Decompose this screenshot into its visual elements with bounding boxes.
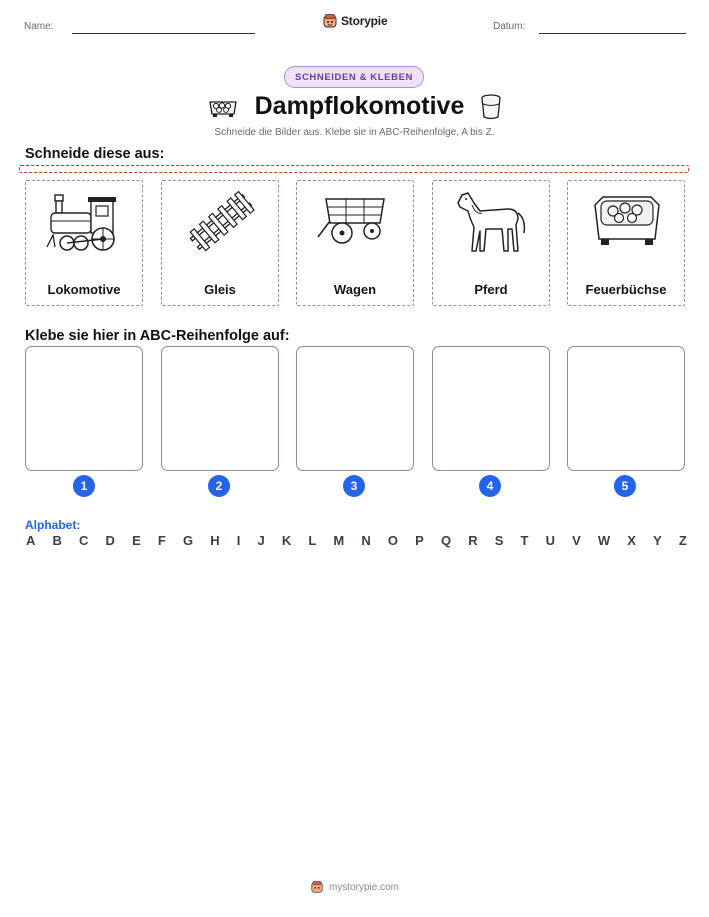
wagon-icon bbox=[316, 189, 396, 255]
rail-track-icon bbox=[181, 189, 261, 255]
paste-section-heading: Klebe sie hier in ABC-Reihenfolge auf: bbox=[25, 328, 290, 344]
card-label: Gleis bbox=[204, 282, 236, 297]
cut-card-horse[interactable] bbox=[432, 180, 550, 306]
alphabet-letter: H bbox=[210, 533, 220, 548]
page-title bbox=[0, 92, 709, 121]
storypie-logo-icon bbox=[310, 880, 324, 894]
cut-card-firebox[interactable] bbox=[567, 180, 685, 306]
date-label: Datum: bbox=[493, 21, 526, 32]
date-line[interactable] bbox=[539, 33, 686, 34]
activity-badge: SCHNEIDEN & KLEBEN bbox=[284, 66, 424, 88]
alphabet-letter: Z bbox=[678, 533, 687, 548]
alphabet-heading: Alphabet: bbox=[25, 518, 81, 532]
paste-slot-1[interactable] bbox=[25, 346, 143, 471]
alphabet-letter: O bbox=[387, 533, 399, 548]
card-label: Wagen bbox=[333, 282, 377, 297]
alphabet-letter: U bbox=[545, 533, 555, 548]
alphabet-letter: F bbox=[157, 533, 166, 548]
alphabet-letter: P bbox=[415, 533, 424, 548]
cut-section-heading: Schneide diese aus: bbox=[25, 146, 165, 162]
alphabet-letter: N bbox=[361, 533, 371, 548]
alphabet-letter: D bbox=[105, 533, 115, 548]
alphabet-letter: E bbox=[132, 533, 141, 548]
alphabet-letter: X bbox=[627, 533, 636, 548]
storypie-logo-icon bbox=[322, 13, 338, 29]
name-label: Name: bbox=[24, 21, 54, 32]
firebox-icon bbox=[207, 96, 239, 118]
slot-number-4: 4 bbox=[479, 475, 501, 497]
paste-slot-3[interactable] bbox=[296, 346, 414, 471]
alphabet-letter: V bbox=[572, 533, 581, 548]
horse-icon bbox=[452, 189, 532, 255]
alphabet-letter: R bbox=[468, 533, 478, 548]
paste-slot-4[interactable] bbox=[432, 346, 550, 471]
alphabet-letter: G bbox=[182, 533, 194, 548]
cut-card-wagon[interactable] bbox=[296, 180, 414, 306]
alphabet-letter: A bbox=[26, 533, 36, 548]
alphabet-letter: J bbox=[257, 533, 265, 548]
paste-slot-5[interactable] bbox=[567, 346, 685, 471]
alphabet-letter: C bbox=[79, 533, 89, 548]
instructions: Schneide die Bilder aus. Klebe sie in ABC-Reihenfolge, A bis Z. bbox=[214, 127, 495, 138]
alphabet-letter: W bbox=[597, 533, 611, 548]
alphabet-letter: K bbox=[281, 533, 292, 548]
cut-line bbox=[19, 165, 689, 173]
alphabet-letter: S bbox=[494, 533, 504, 548]
footer bbox=[0, 880, 709, 894]
cut-card-track[interactable] bbox=[161, 180, 279, 306]
title-text: Dampflokomotive bbox=[254, 92, 465, 120]
slot-number-1: 1 bbox=[73, 475, 95, 497]
alphabet-letter: B bbox=[52, 533, 62, 548]
firebox-icon bbox=[587, 189, 667, 255]
alphabet-letter: Y bbox=[653, 533, 662, 548]
alphabet-letter: I bbox=[236, 533, 241, 548]
card-label: Lokomotive bbox=[47, 282, 121, 297]
alphabet-letter: T bbox=[520, 533, 529, 548]
alphabet-row bbox=[26, 533, 687, 548]
card-label: Feuerbüchse bbox=[585, 282, 667, 297]
slot-number-5: 5 bbox=[614, 475, 636, 497]
brand-logo bbox=[322, 13, 387, 29]
footer-url: mystorypie.com bbox=[328, 881, 399, 893]
slot-number-2: 2 bbox=[208, 475, 230, 497]
slot-number-3: 3 bbox=[343, 475, 365, 497]
card-label: Pferd bbox=[474, 282, 508, 297]
name-line[interactable] bbox=[72, 33, 255, 34]
alphabet-letter: Q bbox=[440, 533, 452, 548]
paste-slot-2[interactable] bbox=[161, 346, 279, 471]
bucket-icon bbox=[480, 93, 502, 121]
cut-card-locomotive[interactable] bbox=[25, 180, 143, 306]
alphabet-letter: M bbox=[333, 533, 345, 548]
locomotive-icon bbox=[45, 189, 125, 255]
alphabet-letter: L bbox=[308, 533, 317, 548]
brand-name: Storypie bbox=[341, 14, 388, 28]
